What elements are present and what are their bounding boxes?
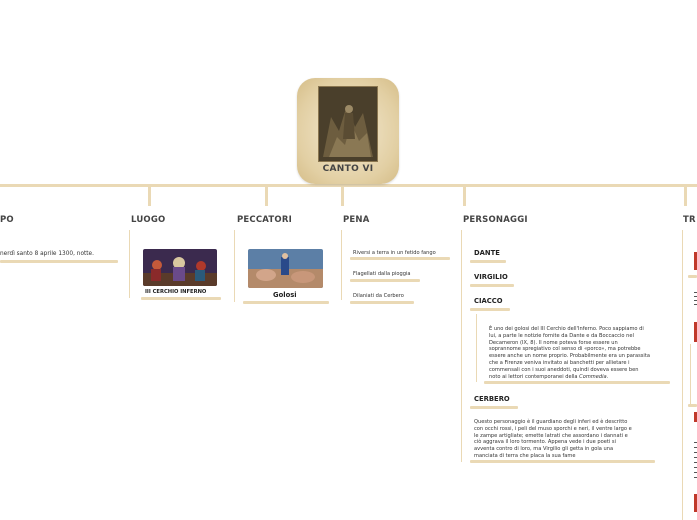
trama-sub-bracket <box>690 344 691 404</box>
connector-trama <box>684 184 687 206</box>
ciacco-line: soprannome spregiativo col senso di «porco», ma potrebbe <box>489 346 641 353</box>
cerbero-description <box>474 419 654 460</box>
cerbero-line: avventa contro di loro, ma Virgilio gli getta in gola una <box>474 446 614 453</box>
tempo-underline <box>0 260 118 263</box>
connector-luogo <box>148 184 151 206</box>
cerbero-line: le zampe artigliate; emette latrati che assordano i dannati e <box>474 432 628 439</box>
branch-label-trama[interactable]: TR <box>683 215 696 225</box>
pena-item-1-underline <box>350 257 450 260</box>
peccatori-caption: Golosi <box>273 291 297 299</box>
ciacco-italic-title: Commedia <box>579 373 607 380</box>
ciacco-line: commensali con i suoi aneddoti, quindi doveva essere ben <box>489 366 639 373</box>
pena-item-3-underline <box>350 301 414 304</box>
cerbero-line: Questo personaggio è il guardiano degli inferi ed è descritto <box>474 419 628 425</box>
root-title: CANTO VI <box>322 164 374 174</box>
connector-peccatori <box>265 184 268 206</box>
trama-bracket <box>682 230 683 520</box>
virgilio-underline <box>470 284 514 287</box>
pena-bracket <box>341 230 342 300</box>
luogo-bracket <box>129 230 130 298</box>
luogo-image-icon <box>143 249 217 286</box>
ciacco-line: lui, a parte le notizie fornite da Dante e da Boccaccio nel <box>489 332 634 339</box>
root-node-canto-vi[interactable] <box>297 78 399 184</box>
personaggio-dante[interactable]: DANTE <box>474 249 500 257</box>
ciacco-line: che a Firenze veniva invitato ai banchetti per allietare i <box>489 359 630 366</box>
ciacco-line: essere anche un nome proprio. Probabilmente era un parassita <box>489 353 650 360</box>
pena-item-2: Flagellati dalla pioggia <box>353 271 411 277</box>
peccatori-underline <box>243 301 329 304</box>
branch-label-tempo[interactable]: PO <box>0 215 14 225</box>
dante-underline <box>470 260 506 263</box>
ciacco-description-underline <box>484 381 670 384</box>
peccatori-image-icon <box>248 249 323 288</box>
connector-pena <box>341 184 344 206</box>
cerbero-line: ciò aggrava il loro tormento. Appena vede i due poeti si <box>474 439 616 446</box>
trama-underline-2 <box>688 404 697 407</box>
ciacco-line <box>489 374 669 381</box>
branch-label-pena[interactable]: PENA <box>343 215 370 225</box>
personaggi-bracket <box>461 230 462 462</box>
cerbero-underline <box>470 406 518 409</box>
connector-personaggi <box>463 184 466 206</box>
ciacco-line-text: noto ai lettori contemporanei della <box>489 373 578 380</box>
luogo-caption: III CERCHIO INFERNO <box>145 289 207 295</box>
cerbero-description-underline <box>470 460 655 463</box>
pena-item-1: Riversi a terra in un fetido fango <box>353 250 436 256</box>
ciacco-description <box>489 326 669 380</box>
ciacco-underline <box>470 308 510 311</box>
pena-item-2-underline <box>350 279 420 282</box>
cerbero-line: manciata di terra che placa la sua fame <box>474 452 576 459</box>
branch-label-personaggi[interactable]: PERSONAGGI <box>463 215 528 225</box>
peccatori-bracket <box>234 230 235 302</box>
personaggio-cerbero[interactable]: CERBERO <box>474 395 510 403</box>
tempo-text: nerdì santo 8 aprile 1300, notte. <box>0 251 94 257</box>
dante-painting-icon <box>318 86 378 162</box>
personaggio-virgilio[interactable]: VIRGILIO <box>474 273 508 281</box>
ciacco-bracket <box>476 314 477 382</box>
ciacco-end: . <box>606 373 609 380</box>
ciacco-line: Decameron (IX, 8). Il nome poteva forse essere un <box>489 339 618 346</box>
pena-item-3: Dilaniati da Cerbero <box>353 293 404 299</box>
ciacco-line: È uno dei golosi del III Cerchio dell'Inferno. Poco sappiamo di <box>489 326 644 332</box>
trama-underline-1 <box>688 275 697 278</box>
personaggio-ciacco[interactable]: CIACCO <box>474 297 503 305</box>
luogo-underline <box>141 297 221 300</box>
branch-label-luogo[interactable]: LUOGO <box>131 215 166 225</box>
branch-label-peccatori[interactable]: PECCATORI <box>237 215 292 225</box>
cerbero-line: con occhi rossi, i peli del muso sporchi e neri, il ventre largo e <box>474 425 632 432</box>
